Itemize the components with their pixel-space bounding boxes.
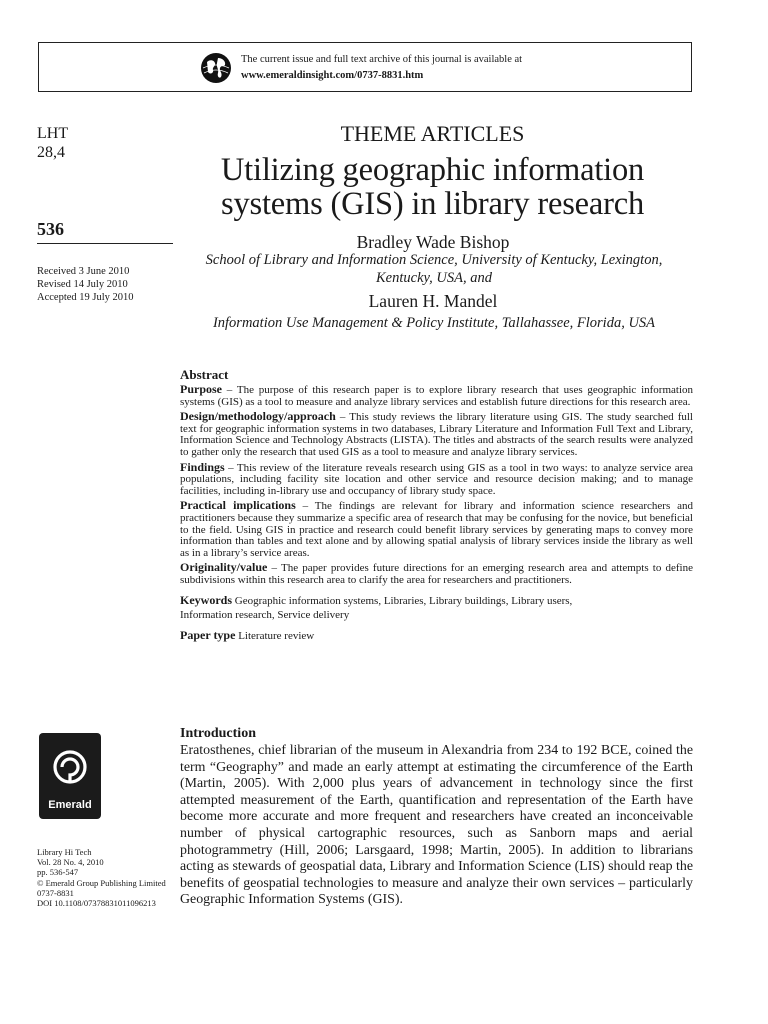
journal-info bbox=[37, 847, 166, 908]
globe-icon bbox=[200, 52, 232, 84]
section-heading: THEME ARTICLES bbox=[340, 121, 525, 146]
keywords-label: Keywords bbox=[180, 592, 232, 607]
journal-info-line: 0737-8831 bbox=[37, 887, 74, 898]
journal-code: LHT bbox=[37, 125, 69, 142]
banner-text bbox=[241, 52, 522, 84]
abstract-heading: Abstract bbox=[180, 367, 229, 382]
logo-label: Emerald bbox=[48, 799, 92, 811]
practical-label: Practical implications bbox=[180, 498, 296, 513]
journal-banner bbox=[38, 42, 692, 92]
submission-dates bbox=[37, 265, 134, 304]
purpose-text: – The purpose of this research paper is to explore library research that uses geographic information systems (GIS) as a tool to measure and analyze library services and establish future directions for this research area. bbox=[180, 384, 693, 408]
abstract bbox=[180, 367, 693, 646]
abstract-practical bbox=[180, 500, 693, 559]
affiliation-1-line-2: Kentucky, USA, and bbox=[376, 270, 492, 286]
journal-info-line: pp. 536-547 bbox=[37, 867, 79, 878]
abstract-design bbox=[180, 411, 693, 458]
originality-label: Originality/value bbox=[180, 560, 268, 575]
originality-text: – The paper provides future directions for an emerging research area and attempts to define subdivisions within this research area to clarify the area for researchers and practitioners. bbox=[180, 562, 693, 586]
introduction-text: Eratosthenes, chief librarian of the museum in Alexandria from 234 to 192 BCE, coined the term “Geography” and made an early attempt at estimating the circumference of the Earth (Martin, 2005). With 2,000 plus years of advancement in technology since the first attempted measurement of the Earth, quantification and representation of the Earth have become more accurate and more frequent and researchers have created an inconceivable number of physical cartographic resources, such as Sanborn maps and aerial photogrammetry (Hill, 2006; Larsgaard, 1998; Martin, 2005). In addition to librarians acting as stewards of geospatial data, Library and Information Science (LIS) should reap the benefits of geospatial technologies to measure and analyze their own services – particularly Geographic Information Systems (GIS). bbox=[180, 743, 694, 908]
title-line-2: systems (GIS) in library research bbox=[221, 186, 644, 222]
design-label: Design/methodology/approach bbox=[180, 409, 336, 424]
journal-info-line: © Emerald Group Publishing Limited bbox=[37, 877, 166, 888]
sidebar-divider bbox=[37, 243, 173, 244]
keywords-line-2: Information research, Service delivery bbox=[180, 608, 350, 621]
paper-type bbox=[180, 628, 693, 643]
journal-volume: 28,4 bbox=[37, 144, 65, 161]
findings-label: Findings bbox=[180, 459, 225, 474]
author-2: Lauren H. Mandel bbox=[368, 291, 498, 311]
journal-url-link[interactable]: www.emeraldinsight.com/0737-8831.htm bbox=[241, 70, 424, 81]
practical-text: – The findings are relevant for library and information science researchers and practitioners because they summarize a specific area of research that may be confusing for the novice, but beneficial to the field. Using GIS in practice and research could benefit library services by generating maps to convey more information than tables and text alone and by allowing spatial analysis of library services inside the library as well as in a library’s service areas. bbox=[180, 500, 693, 559]
revised-date: Revised 14 July 2010 bbox=[37, 279, 128, 290]
author-1: Bradley Wade Bishop bbox=[356, 232, 510, 252]
emerald-logo-icon bbox=[52, 743, 88, 793]
page-number: 536 bbox=[37, 219, 64, 239]
design-text: – This study reviews the library literature using GIS. The study searched full text for geographic information systems in two databases, Library Literature and Information Full Text and Library, Information Science and Technology Abstracts (LISTA). The titles and abstracts of the search results were analyzed to gather only the research that used GIS as a tool to measure and analyze library services. bbox=[180, 411, 693, 458]
paper-type-value: Literature review bbox=[235, 629, 315, 642]
affiliation-1 bbox=[178, 251, 690, 287]
journal-info-line: DOI 10.1108/07378831011096213 bbox=[37, 898, 156, 909]
abstract-originality bbox=[180, 562, 693, 586]
keywords bbox=[180, 593, 693, 622]
abstract-purpose bbox=[180, 384, 693, 408]
affiliation-2: Information Use Management & Policy Institute, Tallahassee, Florida, USA bbox=[212, 315, 656, 331]
received-date: Received 3 June 2010 bbox=[37, 266, 130, 277]
introduction-heading: Introduction bbox=[180, 726, 256, 741]
abstract-findings bbox=[180, 459, 693, 498]
title-line-1: Utilizing geographic information bbox=[220, 152, 645, 188]
journal-volume-block bbox=[37, 124, 68, 162]
journal-info-line: Library Hi Tech bbox=[37, 847, 92, 857]
emerald-logo bbox=[39, 733, 101, 819]
purpose-label: Purpose bbox=[180, 382, 222, 396]
accepted-date: Accepted 19 July 2010 bbox=[37, 292, 134, 303]
affiliation-1-line-1: School of Library and Information Science, University of Kentucky, Lexington, bbox=[205, 252, 663, 268]
keywords-line-1: Geographic information systems, Libraries, Library buildings, Library users, bbox=[232, 594, 573, 607]
article-title bbox=[176, 153, 689, 221]
journal-info-line: Vol. 28 No. 4, 2010 bbox=[37, 857, 104, 868]
paper-type-label: Paper type bbox=[180, 627, 236, 642]
banner-availability-text: The current issue and full text archive of this journal is available at bbox=[241, 54, 523, 65]
findings-text: – This review of the literature reveals research using GIS as a tool in two ways: to analyze service area populations, including facility site location and other service and resource decision making; and to manage facilities, including in-library use and occupancy of library study space. bbox=[180, 461, 693, 497]
